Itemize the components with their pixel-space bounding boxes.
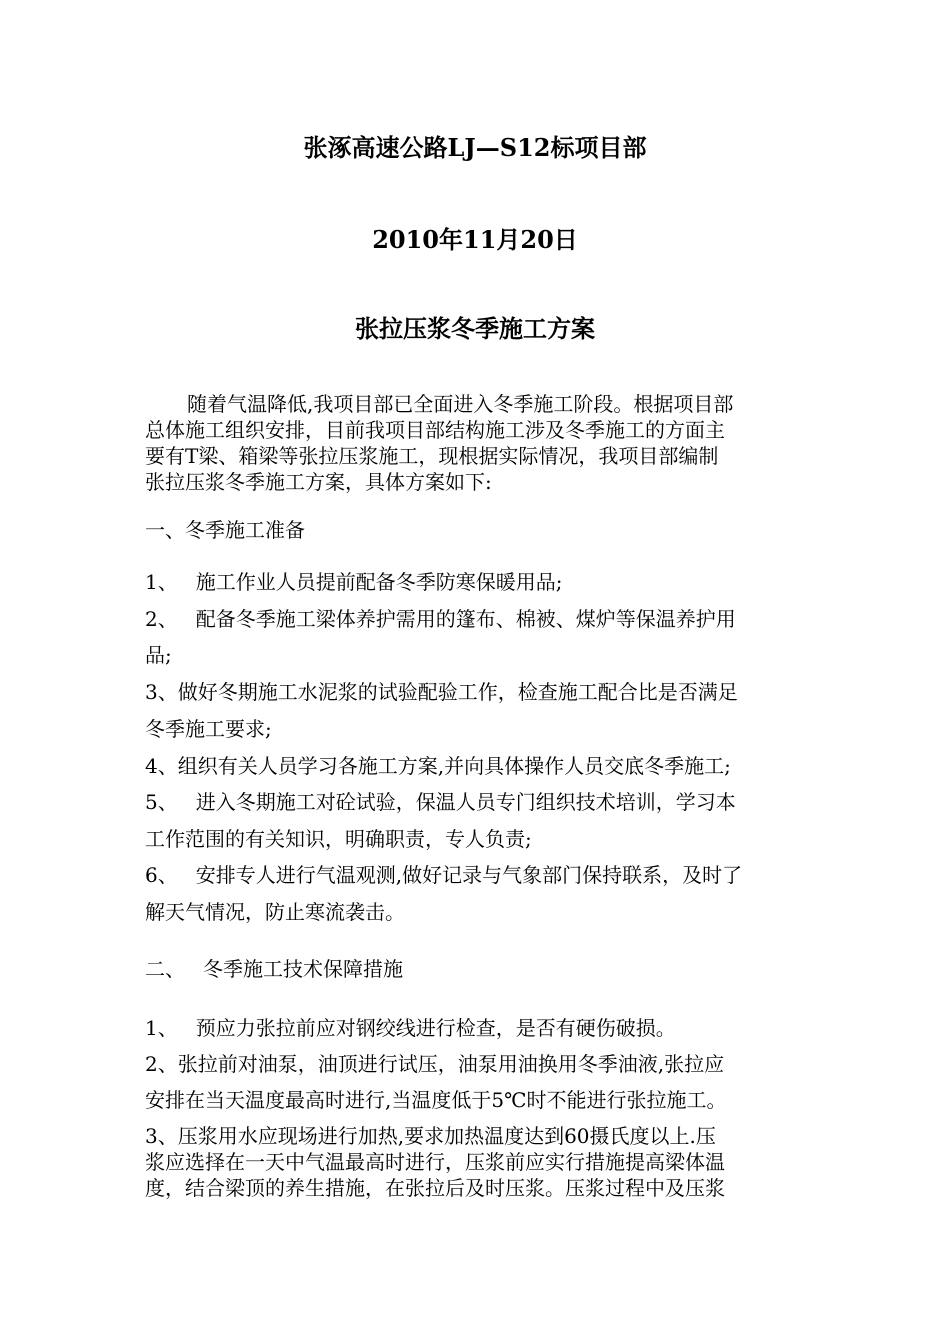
list-item: [145, 1016, 676, 1040]
organization-title: 张涿高速公路LJ—S12标项目部: [303, 133, 647, 162]
intro-line: 要有T梁、箱梁等张拉压浆施工，现根据实际情况，我项目部编制: [145, 444, 719, 468]
list-item: [145, 790, 736, 814]
item-number: 6、: [145, 863, 178, 887]
item-number: 2、: [145, 607, 178, 631]
list-item: 3、压浆用水应现场进行加热,要求加热温度达到60摄氏度以上.压: [145, 1124, 716, 1148]
list-item: [145, 863, 742, 887]
list-item: 2、张拉前对油泵，油顶进行试压，油泵用油换用冬季油液,张拉应: [145, 1052, 725, 1076]
list-item-continuation: 工作范围的有关知识，明确职责，专人负责;: [145, 827, 532, 851]
list-item-continuation: 冬季施工要求;: [145, 717, 272, 741]
item-number: 1、: [145, 1016, 178, 1040]
intro-line: 随着气温降低,我项目部已全面进入冬季施工阶段。根据项目部: [187, 392, 734, 416]
list-item: 4、组织有关人员学习各施工方案,并向具体操作人员交底冬季施工;: [145, 754, 731, 778]
document-title: 张拉压浆冬季施工方案: [355, 314, 595, 343]
list-item-continuation: 品;: [145, 643, 172, 667]
list-item-continuation: 解天气情况，防止寒流袭击。: [145, 900, 405, 924]
list-item: [145, 607, 736, 631]
section-2-heading: [145, 957, 403, 981]
item-number: 5、: [145, 790, 178, 814]
list-item-continuation: 安排在当天温度最高时进行,当温度低于5℃时不能进行张拉施工。: [145, 1088, 727, 1112]
intro-line: 总体施工组织安排，目前我项目部结构施工涉及冬季施工的方面主: [145, 418, 725, 442]
item-number: 1、: [145, 570, 178, 594]
list-item: 3、做好冬期施工水泥浆的试验配验工作，检查施工配合比是否满足: [145, 680, 738, 704]
item-text: 安排专人进行气温观测,做好记录与气象部门保持联系，及时了: [195, 863, 743, 887]
list-item: [145, 570, 562, 594]
item-text: 施工作业人员提前配备冬季防寒保暖用品;: [195, 570, 563, 594]
heading-text: 冬季施工技术保障措施: [203, 957, 403, 981]
section-1-heading: 一、冬季施工准备: [145, 518, 305, 542]
list-item-continuation: 浆应选择在一天中气温最高时进行，压浆前应实行措施提高梁体温: [145, 1150, 725, 1174]
item-text: 进入冬期施工对砼试验，保温人员专门组织技术培训，学习本: [195, 790, 736, 814]
document-date: 2010年11月20日: [372, 225, 578, 254]
list-item-continuation: 度，结合梁顶的养生措施，在张拉后及时压浆。压浆过程中及压浆: [145, 1176, 725, 1200]
intro-line: 张拉压浆冬季施工方案，具体方案如下:: [145, 470, 492, 494]
heading-number: 二、: [145, 957, 185, 981]
item-text: 配备冬季施工梁体养护需用的篷布、棉被、煤炉等保温养护用: [195, 607, 736, 631]
item-text: 预应力张拉前应对钢绞线进行检查，是否有硬伤破损。: [195, 1016, 676, 1040]
